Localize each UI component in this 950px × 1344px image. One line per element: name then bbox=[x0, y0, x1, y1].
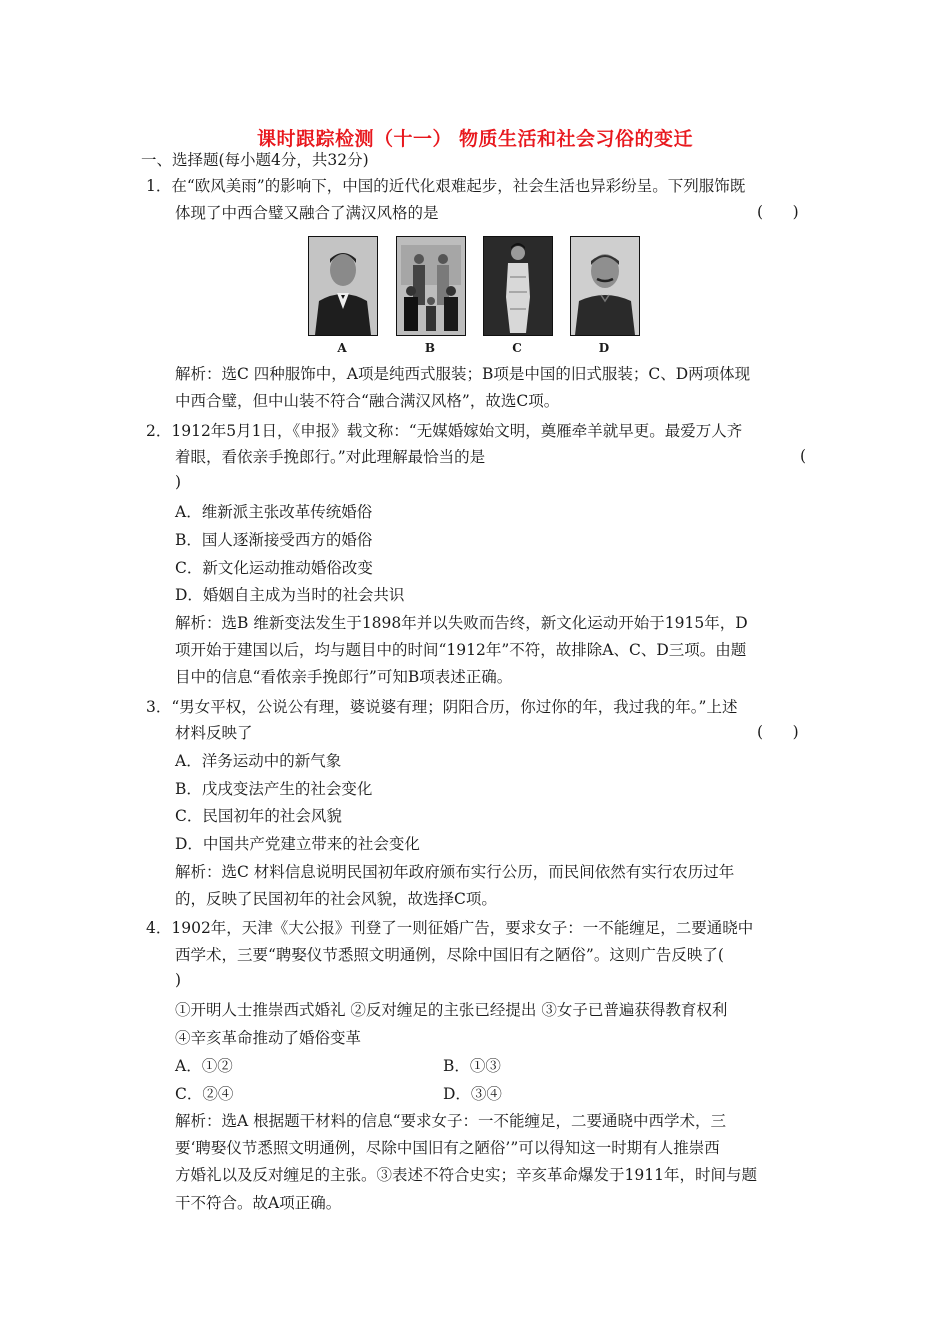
q4-option-b: B．①③ bbox=[443, 1057, 501, 1075]
q2-option-c: C．新文化运动推动婚俗改变 bbox=[175, 559, 373, 577]
q3-option-c: C．民国初年的社会风貌 bbox=[175, 807, 342, 825]
q2-answer-paren-open: ( bbox=[800, 447, 807, 465]
q4-option-a: A．①② bbox=[175, 1057, 233, 1075]
section-heading: 一、选择题(每小题4分，共32分) bbox=[141, 151, 369, 169]
q1-photo-b bbox=[396, 236, 466, 336]
q4-items-line2: ④辛亥革命推动了婚俗变革 bbox=[175, 1029, 362, 1047]
q4-analysis-line2: 要‘聘娶仪节悉照文明通例，尽除中国旧有之陋俗’”可以得知这一时期有人推崇西 bbox=[175, 1139, 720, 1157]
q2-analysis-line3: 目中的信息“看侬亲手挽郎行”可知B项表述正确。 bbox=[175, 668, 513, 686]
q4-analysis-line4: 干不符合。故A项正确。 bbox=[175, 1194, 342, 1212]
q1-answer-paren: ( ) bbox=[757, 203, 799, 221]
q3-analysis-line2: 的，反映了民国初年的社会风貌，故选择C项。 bbox=[175, 890, 497, 908]
q3-stem-line2: 材料反映了 bbox=[175, 724, 253, 742]
q3-stem-line1: 3．“男女平权，公说公有理，婆说婆有理；阴阳合历，你过你的年，我过我的年。”上述 bbox=[146, 698, 738, 716]
q1-photo-label-a: A bbox=[337, 341, 347, 355]
q4-analysis-line3: 方婚礼以及反对缠足的主张。③表述不符合史实；辛亥革命爆发于1911年，时间与题 bbox=[175, 1166, 757, 1184]
q4-stem-line2: 西学术，三要“聘娶仪节悉照文明通例，尽除中国旧有之陋俗”。这则广告反映了( bbox=[175, 946, 724, 964]
q2-option-a: A．维新派主张改革传统婚俗 bbox=[175, 503, 373, 521]
q3-analysis-line1: 解析：选C 材料信息说明民国初年政府颁布实行公历，而民间依然有实行农历过年 bbox=[175, 863, 735, 881]
q3-answer-paren: ( ) bbox=[757, 723, 799, 741]
q1-photo-c bbox=[483, 236, 553, 336]
q4-items-line1: ①开明人士推崇西式婚礼 ②反对缠足的主张已经提出 ③女子已普遍获得教育权利 bbox=[175, 1001, 728, 1019]
q2-option-d: D．婚姻自主成为当时的社会共识 bbox=[175, 586, 405, 604]
q1-analysis-line1: 解析：选C 四种服饰中，A项是纯西式服装；B项是中国的旧式服装；C、D两项体现 bbox=[175, 365, 751, 383]
q2-analysis-line2: 项开始于建国以后，均与题目中的时间“1912年”不符，故排除A、C、D三项。由题 bbox=[175, 641, 747, 659]
q3-option-b: B．戊戌变法产生的社会变化 bbox=[175, 780, 373, 798]
q3-option-a: A．洋务运动中的新气象 bbox=[175, 752, 342, 770]
q1-photo-label-d: D bbox=[598, 341, 610, 355]
q4-analysis-line1: 解析：选A 根据题干材料的信息“要求女子：一不能缠足，二要通晓中西学术，三 bbox=[175, 1112, 727, 1130]
q1-photo-d bbox=[570, 236, 640, 336]
q2-stem-line2: 着眼，看依亲手挽郎行。”对此理解最恰当的是 bbox=[175, 448, 486, 466]
q1-photo-a bbox=[308, 236, 378, 336]
q3-option-d: D．中国共产党建立带来的社会变化 bbox=[175, 835, 420, 853]
q1-stem-line1: 1．在“欧风美雨”的影响下，中国的近代化艰难起步，社会生活也异彩纷呈。下列服饰既 bbox=[146, 177, 746, 195]
q1-analysis-line2: 中西合璧，但中山装不符合“融合满汉风格”，故选C项。 bbox=[175, 392, 560, 410]
q1-photo-label-b: B bbox=[424, 341, 436, 355]
q4-option-d: D．③④ bbox=[443, 1085, 502, 1103]
page-title: 课时跟踪检测（十一） 物质生活和社会习俗的变迁 bbox=[256, 128, 694, 150]
q2-analysis-line1: 解析：选B 维新变法发生于1898年并以失败而告终，新文化运动开始于1915年，D bbox=[175, 614, 748, 632]
q1-photo-label-c: C bbox=[512, 341, 522, 355]
q4-stem-line1: 4．1902年，天津《大公报》刊登了一则征婚广告，要求女子：一不能缠足，二要通晓中 bbox=[146, 919, 754, 937]
q2-stem-line1: 2．1912年5月1日，《申报》载文称：“无媒婚嫁始文明，奠雁牵羊就早更。最爱万人齐 bbox=[146, 422, 743, 440]
q1-stem-line2: 体现了中西合璧又融合了满汉风格的是 bbox=[175, 204, 439, 222]
q4-answer-paren-close: ) bbox=[175, 971, 182, 989]
q4-option-c: C．②④ bbox=[175, 1085, 234, 1103]
q2-answer-paren-close: ) bbox=[175, 473, 182, 491]
q2-option-b: B．国人逐渐接受西方的婚俗 bbox=[175, 531, 373, 549]
